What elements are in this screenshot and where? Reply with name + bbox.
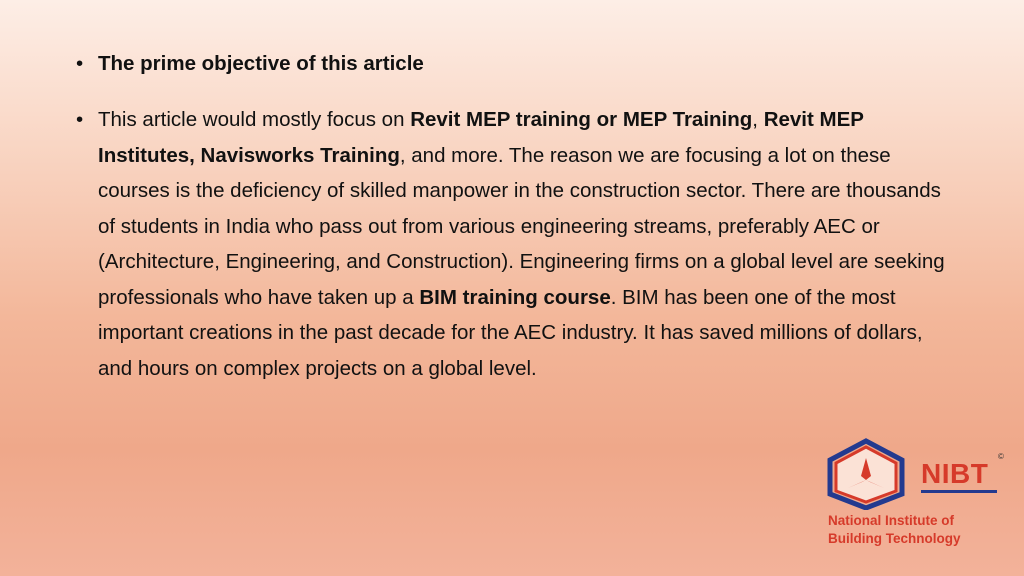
bold-bim-training-course: BIM training course [419, 285, 611, 309]
article-paragraph [98, 102, 956, 386]
bullet-article-focus [76, 102, 956, 386]
organization-name [828, 512, 961, 548]
org-name-line-1: National Institute of [828, 513, 954, 528]
paragraph-text-4: . BIM has been one of the most important creations in the past decade for the AEC industry. It has saved millions of dollars, and hours on complex projects on a global level. [98, 285, 923, 380]
bullet-marker: • [76, 52, 84, 75]
objective-heading: The prime objective of this article [98, 52, 424, 75]
bullet-objective [76, 46, 956, 82]
nibt-logo [826, 438, 1010, 554]
bold-revit-mep-institutes: Revit MEP Institutes, Navisworks Training [98, 108, 864, 167]
copyright-symbol: © [998, 452, 1004, 461]
bold-revit-mep-training: Revit MEP training or MEP Training [410, 108, 753, 131]
org-name-line-2: Building Technology [828, 531, 961, 546]
logo-wordmark: NIBT [921, 458, 989, 489]
logo-underline [921, 490, 997, 493]
nibt-hexagon-logo-icon [826, 438, 906, 510]
bullet-marker: • [76, 108, 84, 131]
paragraph-text-2: , [752, 108, 764, 131]
paragraph-text-3: , and more. The reason we are focusing a lot on these courses is the deficiency of skilled manpower in the construction sector. There are thousands of students in India who pass out from various engineering streams, preferably AEC or (Architecture, Engineering, and Construction). Engineering firms on a global level are seeking professionals who have taken up a [98, 143, 945, 309]
paragraph-text-1: This article would mostly focus on [98, 108, 411, 131]
